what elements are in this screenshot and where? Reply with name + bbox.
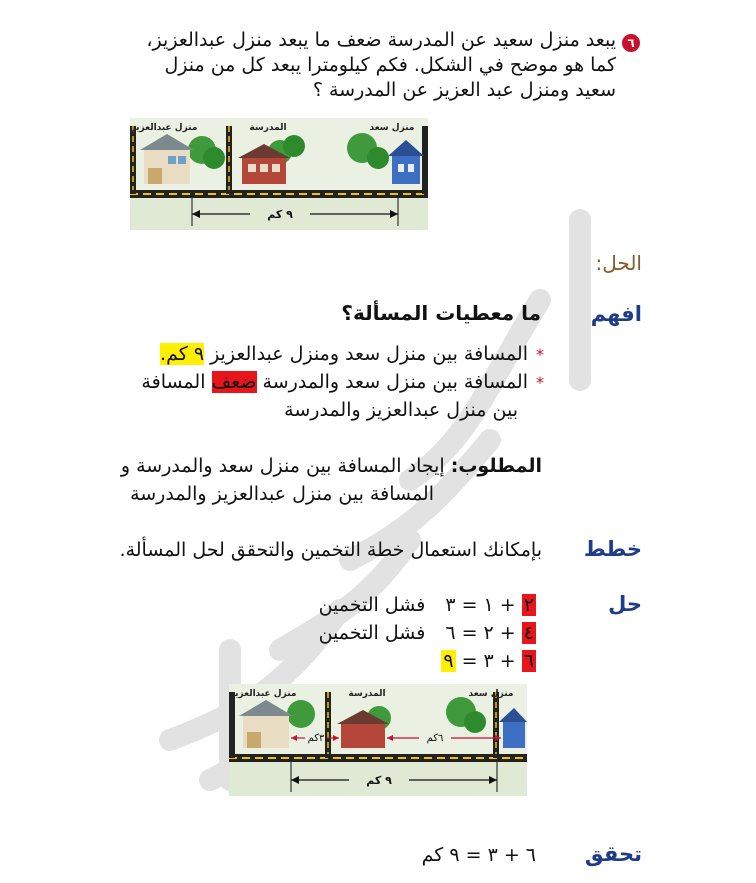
guess-1: ٢ (523, 594, 534, 616)
distance-figure-2 (229, 684, 527, 796)
question-line-1: يبعد منزل سعيد عن المدرسة ضعف ما يبعد منزل عبدالعزيز، (146, 29, 616, 51)
fig2-label-saad: منزل سعد (468, 689, 514, 699)
fig1-label-saad: منزل سعد (369, 123, 415, 133)
required-line-1: المطلوب: إيجاد المسافة بين منزل سعد والمدرسة و (120, 455, 542, 477)
given-1: *المسافة بين منزل سعد ومنزل عبدالعزيز ٩ كم. (160, 343, 544, 365)
required-label: المطلوب: (450, 455, 542, 477)
question-line-3: سعيد ومنزل عبد العزيز عن المدرسة ؟ (312, 79, 616, 101)
fig1-distance: ٩ كم (267, 208, 293, 221)
fig2-distance: ٩ كم (366, 774, 392, 787)
solve-result: ٩ (443, 650, 454, 672)
question-number-badge: ٦ (622, 34, 640, 52)
plan-text: بإمكانك استعمال خطة التخمين والتحقق لحل المسألة. (119, 539, 542, 561)
understand-heading: افهم (590, 302, 642, 326)
fig1-label-school: المدرسة (249, 123, 287, 133)
solve-row-3: ٦ + ٣ = ٩ (443, 650, 534, 672)
fig2-dist-long: ٦كم (426, 733, 444, 744)
fig2-dist-short: ٣كم (307, 733, 325, 744)
bullet-star-2: * (536, 373, 544, 392)
fig1-label-abdulaziz: منزل عبدالعزيز (130, 123, 198, 133)
guess-3: ٦ (523, 650, 534, 672)
given-2-highlight: ضعف (211, 371, 257, 393)
distance-figure-1 (130, 118, 428, 230)
required-line-2: المسافة بين منزل عبدالعزيز والمدرسة (130, 483, 434, 505)
question-text (56, 28, 616, 103)
solve-row-1: ٢ + ١ = ٣ فشل التخمين (318, 594, 534, 616)
guess-2: ٤ (523, 622, 534, 644)
question-line-2: كما هو موضح في الشكل. فكم كيلومترا يبعد كل من منزل (164, 54, 616, 76)
plan-heading: خطط (583, 537, 642, 561)
given-2-line-2: بين منزل عبدالعزيز والمدرسة (284, 399, 518, 421)
fig2-label-school: المدرسة (348, 689, 386, 699)
solution-label: الحل: (595, 251, 642, 275)
check-heading: تحقق (584, 842, 642, 866)
solve-row-2: ٤ + ٢ = ٦ فشل التخمين (318, 622, 534, 644)
understand-question: ما معطيات المسألة؟ (341, 301, 541, 325)
given-2: *المسافة بين منزل سعد والمدرسة ضعف المسافة (141, 371, 544, 393)
bullet-star-1: * (536, 345, 544, 364)
solve-heading: حل (608, 592, 642, 616)
check-text: ٦ + ٣ = ٩ كم (421, 844, 536, 866)
given-1-highlight: ٩ كم. (160, 343, 205, 365)
fig2-label-abdulaziz: منزل عبدالعزيز (229, 689, 297, 699)
